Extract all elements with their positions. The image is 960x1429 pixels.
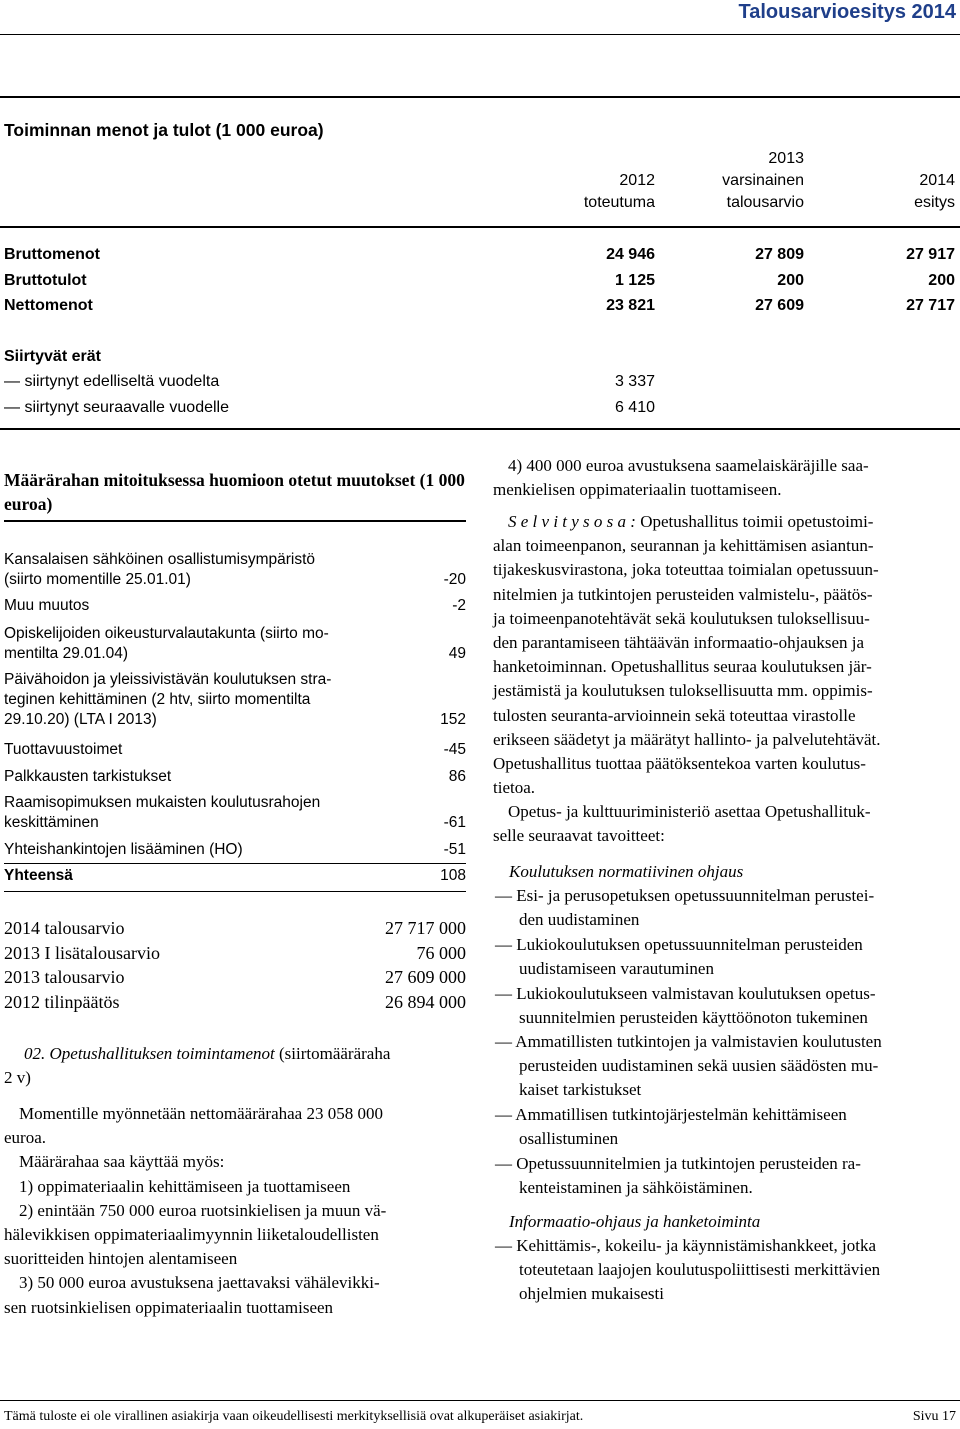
change-item: Opiskelijoiden oikeusturvalautakunta (siirto mo- mentilta 29.01.04) 49 (4, 625, 466, 662)
column-head-2012: 2012 toteutuma (583, 172, 655, 211)
document-header-title: Talousarvioesitys 2014 (738, 1, 956, 23)
goals-intro: Opetus- ja kulttuuriministeriö asettaa Opetushallituk- selle seuraavat tavoitteet: (493, 802, 871, 846)
table-row: Bruttotulot 1 125 200 200 (4, 272, 955, 289)
changes-title-rule (4, 520, 466, 522)
column-head-2013: 2013 varsinainen talousarvio (722, 150, 804, 211)
table-bottom-rule (0, 428, 960, 430)
table-row: — siirtynyt seuraavalle vuodelle 6 410 (4, 399, 655, 416)
change-item: Yhteishankintojen lisääminen (HO) -51 (4, 841, 466, 858)
list-item: — Lukiokoulutukseen valmistavan koulutuksen opetus- suunnitelmien perusteiden käyttöönoton tukeminen (495, 984, 876, 1028)
change-item: Kansalaisen sähköinen osallistumisympäristö (siirto momentille 25.01.01) -20 (4, 551, 466, 588)
changes-bottom-rule (4, 891, 466, 892)
goal-list-information (493, 1234, 955, 1307)
budget-row: 2014 talousarvio 27 717 000 (4, 918, 466, 938)
changes-title: Määrärahan mitoituksessa huomioon otetut muutokset (1 000 euroa) (4, 470, 465, 514)
change-item: Päivähoidon ja yleissivistävän koulutuksen stra- teginen kehittäminen (2 htv, siirto momentilta 29.10.20) (LTA I 2013) 152 (4, 671, 466, 728)
footer-rule (0, 1400, 960, 1401)
list-item: — Opetussuunnitelmien ja tutkintojen perusteiden ra- kenteistaminen ja sähköistäminen. (495, 1154, 861, 1198)
table-row: — siirtynyt edelliseltä vuodelta 3 337 (4, 373, 655, 390)
page-number: Sivu 17 (912, 1409, 956, 1424)
budget-row: 2012 tilinpäätös 26 894 000 (4, 992, 466, 1012)
table-header-rule (0, 226, 960, 228)
budget-row: 2013 talousarvio 27 609 000 (4, 967, 466, 987)
list-item: — Ammatillisten tutkintojen ja valmistavien koulutusten perusteiden uudistaminen sekä uusien säädösten mu- kaiset tarkistukset (495, 1032, 882, 1100)
moment-body: Momentille myönnetään nettomäärärahaa 23 058 000 euroa. Määrärahaa saa käyttää myös: 1) oppimateriaalin kehittämiseen ja tuottamiseen 2) enintään 750 000 euroa ruotsinkielisen ja muun vä- hälevikkisen oppimateriaalimyynnin liiketaloudellisten suoritteiden hintojen alentamiseen 3) 50 000 euroa avustuksena jaettavaksi vähälevikki- sen ruotsinkielisen oppimateriaalin tuottamiseen (4, 1104, 387, 1317)
subheading-normative: Koulutuksen normatiivinen ohjaus (509, 862, 744, 881)
budget-row: 2013 I lisätalousarvio 76 000 (4, 943, 466, 963)
table-row: Nettomenot 23 821 27 609 27 717 (4, 297, 955, 314)
subheading-information: Informaatio-ohjaus ja hanketoiminta (509, 1212, 761, 1231)
changes-total-rule (4, 863, 466, 864)
footer-note: Tämä tuloste ei ole virallinen asiakirja vaan oikeudellisesti merkityksellisiä ovat alkuperäiset asiakirjat. (4, 1409, 584, 1424)
selvitysosa-paragraph: S e l v i t y s o s a : Opetushallitus toimii opetustoimi- alan toimeenpanon, seurannan ja kehittämisen asiantun- tijakeskusvirastona, joka toteuttaa toimialan opetussuun- nitelmien ja tutkintojen perusteiden valmistelu-, päätös- ja toimeenpanotehtävät sekä koulutuksen tuloksellisuu- den parantamiseen tähtäävän informaatio-ohjauksen ja hanketoiminnan. Opetushallitus seuraa koulutuksen jär- jestämistä ja koulutuksen tuloksellisuutta mm. oppimis- tulosten seuranta-arvioinnein sekä toteuttaa virastolle erikseen säädetyt ja määrätyt hallinto- ja palvelutehtävät. Opetushallitus tuottaa päätöksentekoa varten koulutus- tietoa. (493, 512, 881, 798)
table-title: Toiminnan menot ja tulot (1 000 euroa) (4, 120, 324, 140)
change-item: Tuottavuustoimet -45 (4, 741, 466, 758)
change-item: Palkkausten tarkistukset 86 (4, 768, 466, 785)
goal-list-normative (493, 884, 955, 1204)
header-rule (0, 34, 960, 35)
change-item: Muu muutos -2 (4, 597, 466, 614)
carry-over-title: Siirtyvät erät (4, 348, 101, 365)
list-item: — Esi- ja perusopetuksen opetussuunnitelman perustei- den uudistaminen (495, 886, 875, 930)
list-item: — Lukiokoulutuksen opetussuunnitelman perusteiden uudistamiseen varautuminen (495, 935, 863, 979)
table-row: Bruttomenot 24 946 27 809 27 917 (4, 246, 955, 263)
column-head-2014: 2014 esitys (914, 172, 955, 211)
right-para-4: 4) 400 000 euroa avustuksena saamelaiskäräjille saa- menkielisen oppimateriaalin tuottamiseen. (493, 456, 869, 500)
list-item: — Ammatillisen tutkintojärjestelmän kehittämiseen osallistuminen (495, 1105, 847, 1149)
changes-total: Yhteensä 108 (4, 867, 466, 884)
table-top-rule (0, 96, 960, 98)
moment-heading: 02. Opetushallituksen toimintamenot (siirtomääräraha 2 v) (4, 1044, 391, 1088)
list-item: — Kehittämis-, kokeilu- ja käynnistämishankkeet, jotka toteutetaan laajojen koulutuspoliittisesti merkittävien ohjelmien mukaisesti (495, 1236, 881, 1304)
change-item: Raamisopimuksen mukaisten koulutusrahojen keskittäminen -61 (4, 794, 466, 831)
